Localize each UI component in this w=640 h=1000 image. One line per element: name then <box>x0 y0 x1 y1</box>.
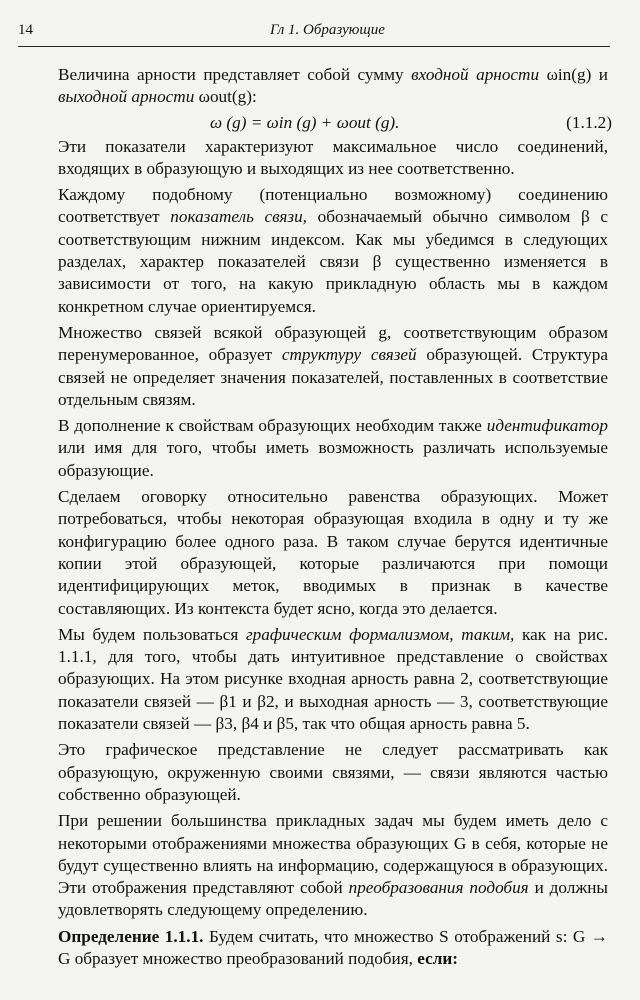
equation-expression: ω (g) = ωin (g) + ωout (g). <box>210 112 400 132</box>
paragraph-link-structure: Множество связей всякой образующей g, соответствующим образом перенумерованное, образует структуру связей образующей. Структура связей не определяет значения показателей, поставленных в соответствие отдельным связям. <box>58 322 608 409</box>
equation-number: (1.1.2) <box>566 112 612 132</box>
definition-label: Определение 1.1.1. <box>58 926 204 946</box>
page-number: 14 <box>18 22 33 38</box>
header-rule <box>18 46 610 47</box>
paragraph-graphic-formalism: Мы будем пользоваться графическим формализмом, таким, как на рис. 1.1.1, для того, чтобы дать интуитивное представление о свойствах образующих. На этом рисунке входная арность равна 2, соответствующие показатели связей — β1 и β2, и выходная арность — 3, соответствующие показатели связей — β3, β4 и β5, так что общая арность равна 5. <box>58 624 608 734</box>
equation-1-1-2 <box>58 112 612 136</box>
paragraph-equality: Сделаем оговорку относительно равенства образующих. Может потребоваться, чтобы некоторая образующая входила в одну и ту же конфигурацию более одного раза. В таком случае берутся идентичные копии этой образующей, которые различаются при помощи идентифицирующих меток, вводимых в признак в качестве составляющих. Из контекста будет ясно, когда это делается. <box>58 487 608 618</box>
paragraph-graphic-representation: Это графическое представление не следует рассматривать как образующую, окруженную своими связями, — связи являются частью собственно образующей. <box>58 740 608 804</box>
paragraph-indicators: Эти показатели характеризуют максимальное число соединений, входящих в образующую и выходящих из нее соответственно. <box>58 136 608 178</box>
paragraph-similarity: При решении большинства прикладных задач мы будем иметь дело с некоторыми отображениями множества образующих G в себя, которые не будут существенно влиять на информацию, содержащуюся в образующих. Эти отображения представляют собой преобразования подобия и должны удовлетворять следующему определению. <box>58 811 608 920</box>
paragraph-link-index: Каждому подобному (потенциально возможному) соединению соответствует показатель связи, обозначаемый обычно символом β с соответствующим нижним индексом. Как мы убедимся в следующих разделах, характер показателей связи β существенно изменяется в зависимости от того, на какую прикладную область мы в каждом конкретном случае ориентируемся. <box>58 185 608 316</box>
chapter-title: Гл 1. Образующие <box>270 22 385 38</box>
paragraph-identifier: В дополнение к свойствам образующих необходим также идентификатор или имя для того, чтобы иметь возможность различать используемые образующие. <box>58 416 608 480</box>
definition-1-1-1: Определение 1.1.1. Будем считать, что множество S отображений s: G → G образует множество преобразований подобия, если: <box>58 926 608 968</box>
body-text <box>58 64 612 974</box>
running-header <box>18 22 608 44</box>
paragraph-arity: Величина арности представляет собой сумму входной арности ωin(g) и выходной арности ωout(g): <box>58 65 608 107</box>
